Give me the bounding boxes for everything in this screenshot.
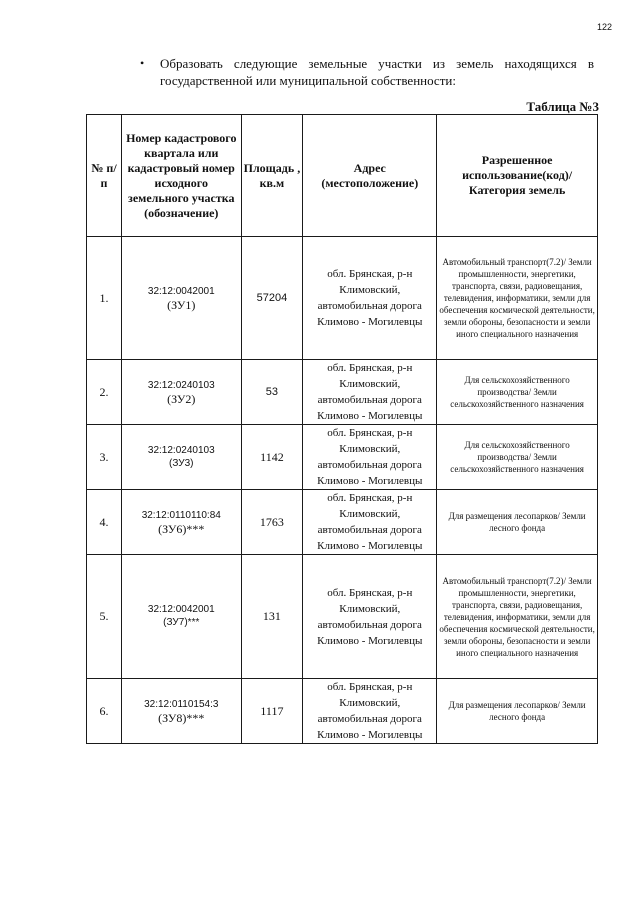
header-address: Адрес (местоположение)	[303, 115, 437, 237]
table-row	[87, 555, 598, 679]
land-plots-table	[86, 114, 598, 744]
row-cadastral	[122, 679, 242, 744]
plot-designation: (ЗУ7)***	[163, 617, 200, 628]
cadastral-number: 32:12:0110154:3	[144, 698, 219, 710]
row-use: Для сельскохозяйственного производства/ Земли сельскохозяйственного назначения	[437, 360, 598, 425]
bullet-text: Образовать следующие земельные участки из земель находящихся в государственной или муниципальной собственности:	[160, 56, 594, 88]
table-header-row	[87, 115, 598, 237]
table-row	[87, 237, 598, 360]
table-row	[87, 679, 598, 744]
page-number: 122	[596, 22, 612, 32]
table-row	[87, 360, 598, 425]
plot-designation: (ЗУ6)***	[158, 521, 205, 536]
header-num: № п/п	[87, 115, 122, 237]
row-use: Автомобильный транспорт(7.2)/ Земли промышленности, энергетики, транспорта, связи, радиовещания, телевидения, информатики, земли для обеспечения космической деятельности, земли обороны, безопасности и земли иного специального назначения	[437, 555, 598, 679]
bullet-paragraph	[140, 55, 594, 89]
cadastral-number: 32:12:0240103	[147, 444, 215, 456]
row-area: 1142	[241, 425, 303, 490]
row-num: 6.	[87, 679, 122, 744]
row-use: Для размещения лесопарков/ Земли лесного фонда	[437, 490, 598, 555]
row-num: 2.	[87, 360, 122, 425]
row-address: обл. Брянская, р-н Климовский, автомобильная дорога Климово - Могилевцы	[303, 679, 437, 744]
header-use: Разрешенное использование(код)/ Категория земель	[437, 115, 598, 237]
row-num: 1.	[87, 237, 122, 360]
cadastral-number: 32:12:0240103	[147, 379, 215, 391]
row-use: Для сельскохозяйственного производства/ Земли сельскохозяйственного назначения	[437, 425, 598, 490]
row-area: 1763	[241, 490, 303, 555]
cadastral-number: 32:12:0110110:84	[141, 509, 221, 521]
row-address: обл. Брянская, р-н Климовский, автомобильная дорога Климово - Могилевцы	[303, 425, 437, 490]
row-num: 5.	[87, 555, 122, 679]
row-num: 4.	[87, 490, 122, 555]
row-area: 53	[241, 360, 303, 425]
plot-designation: (ЗУ2)	[167, 391, 196, 406]
row-area: 131	[241, 555, 303, 679]
row-address: обл. Брянская, р-н Климовский, автомобильная дорога Климово - Могилевцы	[303, 555, 437, 679]
bullet-icon: •	[140, 56, 145, 70]
plot-designation: (ЗУ3)	[169, 457, 194, 469]
table-row	[87, 425, 598, 490]
plot-designation: (ЗУ1)	[167, 297, 196, 312]
row-address: обл. Брянская, р-н Климовский, автомобильная дорога Климово - Могилевцы	[303, 490, 437, 555]
table-row	[87, 490, 598, 555]
row-use: Для размещения лесопарков/ Земли лесного фонда	[437, 679, 598, 744]
row-address: обл. Брянская, р-н Климовский, автомобильная дорога Климово - Могилевцы	[303, 360, 437, 425]
cadastral-number: 32:12:0042001	[147, 604, 215, 615]
row-use: Автомобильный транспорт(7.2)/ Земли промышленности, энергетики, транспорта, связи, радиовещания, телевидения, информатики, земли для обеспечения космической деятельности, земли обороны, безопасности и земли иного специального назначения	[437, 237, 598, 360]
row-cadastral	[122, 360, 242, 425]
header-area: Площадь , кв.м	[241, 115, 303, 237]
plot-designation: (ЗУ8)***	[158, 710, 205, 725]
row-cadastral	[122, 425, 242, 490]
row-num: 3.	[87, 425, 122, 490]
row-address: обл. Брянская, р-н Климовский, автомобильная дорога Климово - Могилевцы	[303, 237, 437, 360]
header-cadastral: Номер кадастрового квартала или кадастровый номер исходного земельного участка (обозначение)	[122, 115, 242, 237]
table-caption: Таблица №3	[526, 99, 599, 114]
row-area: 57204	[241, 237, 303, 360]
row-area: 1117	[241, 679, 303, 744]
row-cadastral	[122, 555, 242, 679]
row-cadastral	[122, 237, 242, 360]
row-cadastral	[122, 490, 242, 555]
cadastral-number: 32:12:0042001	[147, 285, 215, 297]
